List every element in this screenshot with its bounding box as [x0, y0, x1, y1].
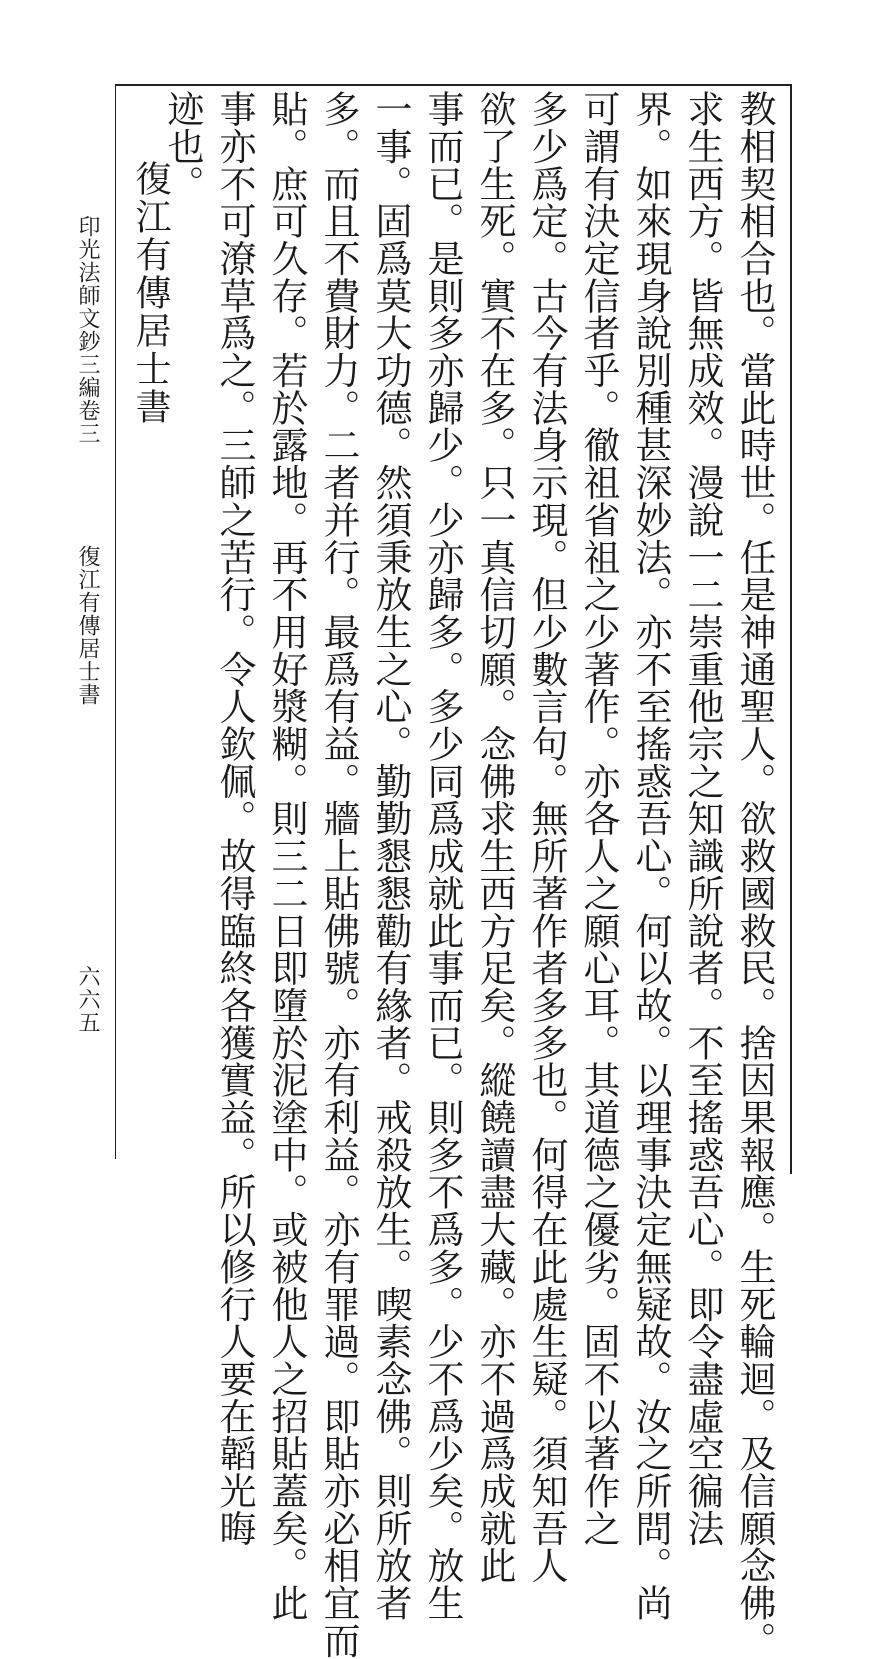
frame-top-border	[116, 84, 792, 86]
frame-right-border	[790, 84, 792, 1174]
text-column: 界。如來現身說別種甚深妙法。亦不至搖惑吾心。何以故。以理事決定無疑故。汝之所問。尚	[629, 90, 672, 1622]
frame-left-border	[115, 84, 116, 1159]
text-column: 一事。固爲莫大功德。然須秉放生之心。勤勤懇懇勸有緣者。戒殺放生。喫素念佛。則所放者	[369, 90, 412, 1622]
text-column: 教相契相合也。當此時世。任是神通聖人。欲救國救民。捨因果報應。生死輪迴。及信願念佛。	[733, 90, 776, 1659]
text-column: 多。而且不費財力。二者并行。最爲有益。牆上貼佛號。亦有利益。亦有罪過。即貼亦必相宜而	[317, 90, 360, 1659]
text-column: 可謂有決定信者乎。徹祖省祖之少著作。亦各人之願心耳。其道德之優劣。固不以著作之	[577, 90, 620, 1547]
page-number: 六六五	[75, 965, 100, 1034]
text-column: 求生西方。皆無成效。漫說一二崇重他宗之知識所說者。不至搖惑吾心。即令盡虛空徧法	[681, 90, 724, 1547]
book-title: 印光法師文鈔三編卷三	[75, 215, 100, 445]
text-column: 多少爲定。古今有法身示現。但少數言句。無所著作者多多也。何得在此處生疑。須知吾人	[525, 90, 568, 1584]
text-column: 事而已。是則多亦歸少。少亦歸多。多少同爲成就此事而已。則多不爲多。少不爲少矣。放生	[421, 90, 464, 1622]
text-column: 事亦不可潦草爲之。三師之苦行。令人欽佩。故得臨終各獲實益。所以修行人要在韜光晦	[213, 90, 256, 1547]
letter-heading: 復江有傳居士書	[130, 160, 171, 426]
chapter-title: 復江有傳居士書	[75, 545, 100, 706]
text-column: 貼。庶可久存。若於露地。再不用好漿糊。則三二日即墮於泥塗中。或被他人之招貼蓋矣。此	[265, 90, 308, 1622]
text-column: 迹也。	[161, 90, 204, 203]
body-text	[161, 90, 780, 1659]
text-column: 欲了生死。實不在多。只一真信切願。念佛求生西方足矣。縱饒讀盡大藏。亦不過爲成就此	[473, 90, 516, 1584]
